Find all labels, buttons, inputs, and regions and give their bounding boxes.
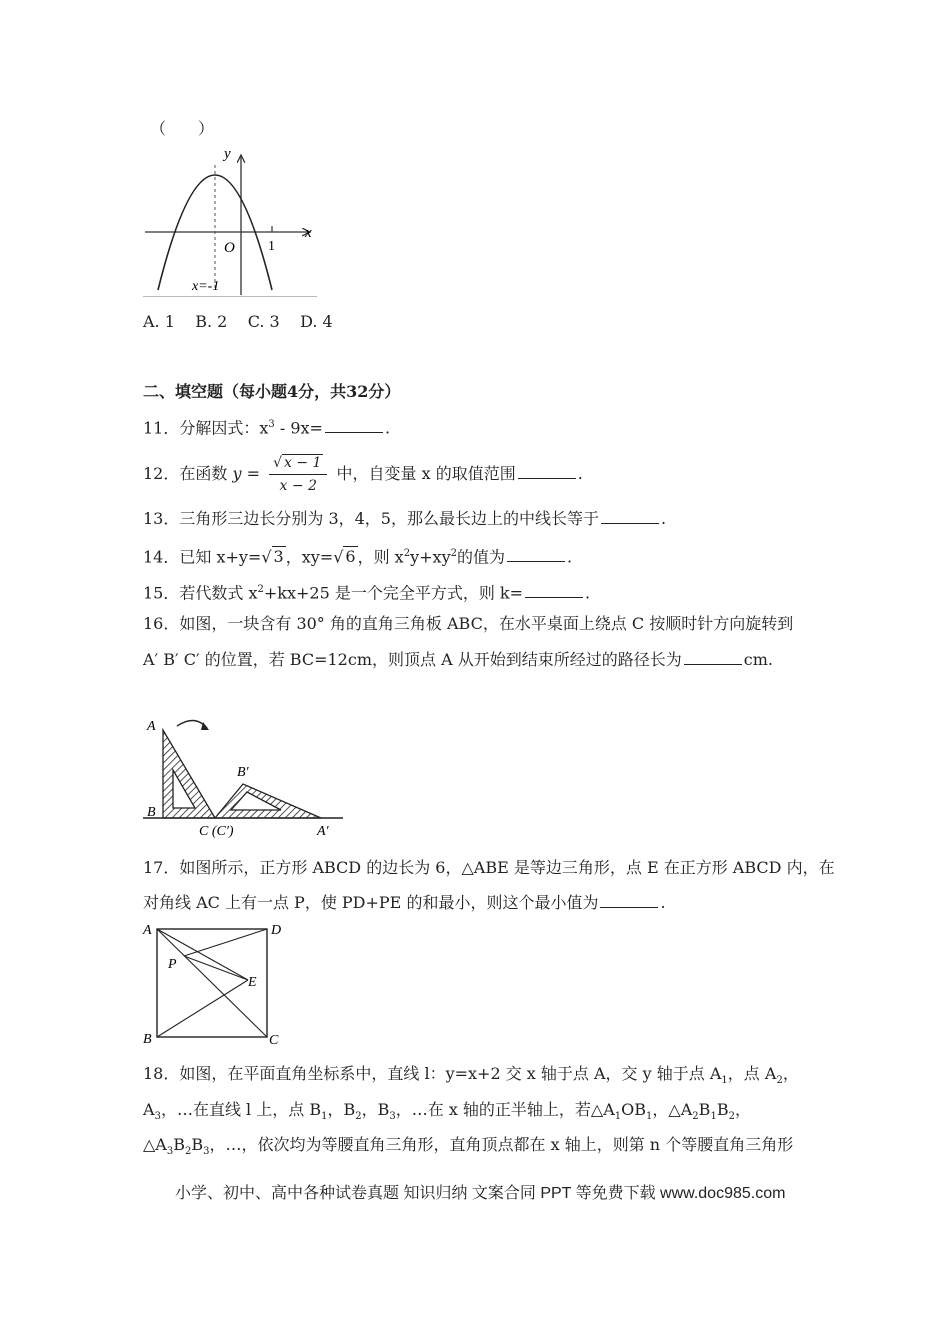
triangle-abc-rotated	[215, 784, 321, 818]
question-11: 11．分解因式：$x^3 - 9x=$ .	[143, 418, 391, 438]
answer-blank[interactable]	[518, 464, 576, 479]
q10-options: A. 1 B. 2 C. 3 D. 4	[143, 312, 333, 331]
question-17-line2: 对角线 AC 上有一点 P，使 PD+PE 的和最小，则这个最小值为 .	[143, 893, 666, 912]
question-13: 13．三角形三边长分别为 3，4，5，那么最长边上的中线长等于 .	[143, 509, 667, 528]
question-18-line3: $\triangle A_3B_2B_3$，…，依次均为等腰直角三角形，直角顶点都在 x 轴上，则第 n 个等腰直角三角形	[143, 1135, 794, 1158]
answer-blank[interactable]	[525, 583, 583, 598]
answer-paren: （ ）	[150, 119, 215, 138]
question-16-line2: A′ B′ C′ 的位置，若 BC=12cm，则顶点 A 从开始到结束所经过的路径长为 cm.	[143, 650, 773, 669]
x-axis-label: x	[305, 225, 312, 241]
function-fraction: $\frac{√ x - 1}{x - 2}$	[269, 452, 327, 497]
tick-label: 1	[268, 239, 275, 254]
question-15: 15．若代数式 $x^2+kx+25$ 是一个完全平方式，则 k= .	[143, 583, 591, 603]
label-c: C	[269, 1033, 279, 1048]
answer-blank[interactable]	[601, 509, 659, 524]
axis-of-symmetry-label: x=-1	[192, 279, 220, 294]
label-a: A	[147, 719, 156, 734]
question-18-line1: 18．如图，在平面直角坐标系中，直线 l：y=x+2 交 x 轴于点 A，交 y 轴于点 $A_1$，点 $A_2$，	[143, 1064, 799, 1087]
answer-blank[interactable]	[507, 547, 565, 562]
triangle-abc	[163, 730, 215, 818]
triangle-rotation-figure	[143, 712, 348, 840]
label-b-prime: B′	[237, 765, 249, 780]
question-16-line1: 16．如图，一块含有 30° 角的直角三角板 ABC，在水平桌面上绕点 C 按顺时针方向旋转到	[143, 614, 794, 633]
label-p: P	[168, 957, 177, 972]
question-12: 12．在函数 y = $\frac{√ x - 1}{x - 2}$ 中，自变量 x 的取值范围 .	[143, 452, 583, 497]
y-axis-label: y	[224, 146, 231, 162]
section-heading: 二、填空题（每小题4分，共32分）	[143, 382, 401, 401]
question-17-line1: 17．如图所示，正方形 ABCD 的边长为 6，△ABE 是等边三角形，点 E 在正方形 ABCD 内，在	[143, 858, 835, 877]
question-14: 14．已知 x+y=√ 3 ，xy=√ 6 ，则 $x^2y+xy^2$的值为 .	[143, 547, 573, 567]
answer-blank[interactable]	[684, 650, 742, 665]
page-footer: 小学、初中、高中各种试卷真题 知识归纳 文案合同 PPT 等免费下载 www.doc985.com	[175, 1185, 786, 1202]
label-d: D	[271, 923, 282, 938]
parabola-figure	[140, 140, 325, 300]
label-a-prime: A′	[317, 824, 329, 839]
label-a: A	[143, 923, 152, 938]
label-e: E	[248, 975, 257, 990]
label-c: C (C′)	[199, 824, 234, 839]
answer-blank[interactable]	[600, 893, 658, 908]
label-b: B	[143, 1032, 152, 1047]
label-b: B	[147, 805, 156, 820]
origin-label: O	[224, 240, 235, 256]
square-figure	[140, 918, 290, 1048]
figure-divider	[143, 296, 317, 297]
answer-blank[interactable]	[325, 418, 383, 433]
question-18-line2: $A_3$，…在直线 l 上，点 $B_1$，$B_2$，$B_3$，…在 x 轴的正半轴上，若$\triangle A_1OB_1$，$\triangle A_2B_1B_2$，	[143, 1100, 751, 1123]
